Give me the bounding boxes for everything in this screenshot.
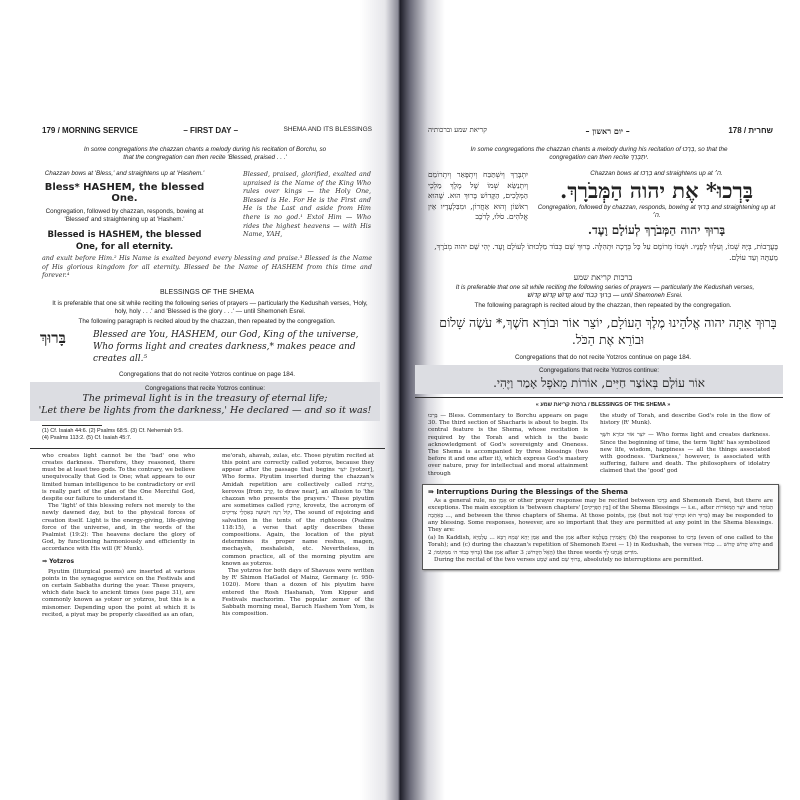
day-label: – יום ראשון –: [585, 126, 630, 136]
footnote: (1) Cf. Isaiah 44:6. (2) Psalms 68:5. (3) Cf. Nehemiah 9:5.: [42, 427, 183, 434]
right-page: [400, 0, 800, 800]
box-title-text: Interruptions During the Blessings of the Shema: [436, 487, 629, 496]
commentary-column-1: [42, 453, 195, 619]
sit-note: It is preferable that one sit while reciting the following series of prayers — particularly the Kedushah verses, 'Holy, holy, holy . . .' and 'Blessed is the glory . . .' — until Shemoneh Esrei.: [52, 299, 368, 315]
right-upper-flow: [415, 146, 783, 570]
blessing-hebrew: בָּרוּךְ אַתָּה יהוה אֱלֹהֵינוּ מֶלֶךְ הָעוֹלָם, יוֹצֵר אוֹר וּבוֹרֵא חֹשֶׁךְ,* עֹשֶׂה שָׁלוֹם וּבוֹרֵא אֶת הַכֹּל.: [439, 315, 777, 347]
bow-note: Chazzan bows at בָּרְכוּ and straightens up at ה׳.: [590, 170, 723, 177]
interruptions-box: [422, 484, 779, 571]
aloud-note: The following paragraph is recited aloud by the chazzan, then repeated by the congregation.: [474, 302, 732, 309]
response-line: בָּרוּךְ יהוה הַמְּבֹרָךְ לְעוֹלָם וָעֶד.: [587, 223, 726, 237]
commentary-heading: « ברכות קריאת שמע / BLESSINGS OF THE SHEMA »: [535, 402, 671, 408]
yotzros-line-2: 'Let there be lights from the darkness,' He declared — and so it was!: [38, 404, 372, 416]
section-title: ברכות קריאת שמע: [573, 273, 633, 282]
aloud-note: The following paragraph is recited aloud by the chazzan, then repeated by the congregation.: [78, 317, 336, 325]
no-yotzros-note: Congregations that do not recite Yotzros continue on page 184.: [118, 370, 296, 378]
commentary-column-2: [222, 453, 374, 619]
footnote-rule: [42, 425, 102, 426]
running-header: [428, 126, 773, 136]
commentary-paragraph: The yotzros for both days of Shavuos were written by R' Shimon HaGadol of Mainz, Germany (c. 950-1020). More than a dozen of his piyutim have entered the Rosh Hashanah, Yom Kippur and Festivals machzorim. The popular zemer of the Sabbath morning meal, Baruch Hashem Yom Yom, is his composition.: [222, 568, 374, 618]
commentary-row: [428, 413, 783, 478]
continuation-text: and exult before Him.² His Name is exalted beyond every blessing and praise.³ Blessed is the Name of His glorious kingdom for all eternity. Blessed be the Name of HASHEM from this time and forever.⁴: [42, 254, 372, 280]
section-label: SHEMA AND ITS BLESSINGS: [283, 126, 372, 133]
box-paragraph: (a) In Kaddish, אָמֵן יְהֵא שְׁמֵהּ רַבָּא ... עָלְמַיָּא and the אָמֵן after דַּאֲמִירָן בְּעָלְמָא; (b) the response to בָּרְכוּ (even of one called to the Torah); and (c) during the chazzan's repetition of Shemoneh Esrei — 1) in Kedushah, the verses קָדוֹשׁ קָדוֹשׁ קָדוֹשׁ ... כְּבוֹדוֹ and בָּרוּךְ כְּבוֹד ה׳ מִמְּקוֹמוֹ; 2) the אָמֵן after הָאֵל הַקָּדוֹשׁ; 3) the three words מוֹדִים אֲנַחְנוּ לָךְ.: [428, 534, 774, 556]
commentary-paragraph: Piyutim (liturgical poems) are inserted at various points in the synagogue service on the Festivals and on certain Sabbaths during the year. These prayers, which date back to ancient times (see page 31), are commonly known as yotzer or yotzros, but this is a misnomer. Depending upon the point at which it is recited, a piyut may be properly classified as an ofan,: [42, 568, 195, 618]
blessing-text: Blessed are You, HASHEM, our God, King of the universe, Who forms light and creates darkness,* makes peace and creates all.⁵: [93, 329, 359, 364]
section-label: קריאת שמע וברכותיה: [428, 126, 487, 134]
congregation-note: Congregation, followed by chazzan, responds, bowing at 'Blessed' and straightening up at 'Hashem.': [45, 208, 204, 223]
baruch-hebrew: בָּרוּךְ: [40, 328, 66, 347]
bless-line: Bless* HASHEM, the blessed One.: [44, 182, 205, 204]
barchu-line: בָּרְכוּ* אֶת יהוה הַמְּבֹרָךְ.: [560, 178, 753, 203]
box-paragraph: During the recital of the two verses שְׁמַע and בָּרוּךְ שֵׁם, absolutely no interruptions are permitted.: [434, 557, 704, 564]
side-hebrew: יִתְבָּרַךְ וְיִשְׁתַּבַּח וְיִתְפָּאַר וְיִתְרוֹמַם וְיִתְנַשֵּׂא שְׁמוֹ שֶׁל מֶלֶךְ מַלְכֵי הַמְּלָכִים, הַקָּדוֹשׁ בָּרוּךְ הוּא. שֶׁהוּא רִאשׁוֹן וְהוּא אַחֲרוֹן, וּמִבַּלְעָדָיו אֵין אֱלֹהִים. סֹלּוּ, לָרֹכֵב: [428, 170, 528, 221]
left-upper-flow: [30, 146, 380, 619]
congregation-note: Congregation, followed by chazzan, responds, bowing at בָּרוּךְ and straightening up at ה׳.: [537, 204, 776, 219]
yotzros-box: [30, 382, 380, 421]
barchu-row: [428, 170, 778, 238]
day-label: – FIRST DAY –: [183, 126, 239, 135]
commentary-paragraph: who creates light cannot be the 'bad' one who creates darkness. Therefore, they reasoned, there must be at least two gods. To the contrary, we believe unequivocally that God is One; what appears to our limited human intelligence to be contradictory or evil is really part of the plan of the One Merciful God, despite our failure to understand it.: [42, 452, 195, 502]
page-number: 178 / שחרית: [728, 126, 773, 135]
commentary-paragraph: יוֹצֵר אוֹר וּבוֹרֵא חֹשֶׁךְ — Who forms light and creates darkness. Since the beginning of time, the term 'light' has symbolized new life, wisdom, happiness — all the things associated with goodness. 'Darkness,' however, is associated with suffering, failure and death. The philosophers of idolatry claimed that the 'good' god: [600, 432, 770, 475]
sit-note: It is preferable that one sit while reciting the following series of prayers — particularly the Kedushah verses, קָדוֹשׁ קָדוֹשׁ קָדוֹשׁ and בָּרוּךְ כְּבוֹד — until Shemoneh Esrei.: [455, 284, 755, 299]
yotzros-hebrew: אוֹר עוֹלָם בְּאוֹצַר חַיִּים, אוֹרוֹת מֵאֹפֶל אָמַר וַיֶּהִי.: [493, 376, 705, 390]
yotzros-line-1: The primeval light is in the treasury of eternal life;: [82, 392, 328, 404]
barchu-block: [535, 170, 778, 238]
running-header: [42, 126, 372, 135]
blessing-row: [40, 329, 372, 365]
footnote: (4) Psalms 113:2. (5) Cf. Isaiah 45:7.: [42, 434, 132, 441]
yotzros-note: Congregations that recite Yotzros continue:: [538, 367, 660, 374]
continuation-hebrew: בָּעֲרָבוֹת, בְּיָהּ שְׁמוֹ, וְעִלְזוּ לְפָנָיו. וּשְׁמוֹ מְרוֹמָם עַל כָּל בְּרָכָה וּתְהִלָּה. בָּרוּךְ שֵׁם כְּבוֹד מַלְכוּתוֹ לְעוֹלָם וָעֶד. יְהִי שֵׁם יהוה מְבֹרָךְ, מֵעַתָּה וְעַד עוֹלָם.: [434, 242, 778, 262]
borchu-block: [42, 170, 207, 253]
borchu-row: [42, 170, 372, 253]
divider: [415, 397, 783, 398]
box-paragraph: As a general rule, no אָמֵן or other prayer response may be recited between בָּרְכוּ and Shemoneh Esrei, but there are exceptions. The main exception is 'between chapters' [בֵּין הַפְּרָקִים] of the Shema Blessings — i.e., after יוֹצֵר הַמְּאוֹרוֹת and הַבּוֹחֵר ... בְּאַהֲבָה, and between the three chapters of Shema. At those points, אָמֵן (but not בָּרוּךְ הוּא וּבָרוּךְ שְׁמוֹ) may be responded to any blessing. Some responses, however, are so important that they are permitted at any point in the Shema blessings. They are:: [428, 497, 773, 534]
yotzros-box: [415, 365, 783, 394]
section-title: BLESSINGS OF THE SHEMA: [159, 288, 254, 296]
box-title: ⇛ Interruptions During the Blessings of the Shema: [428, 487, 629, 496]
page-number: 179 / MORNING SERVICE: [42, 126, 138, 135]
side-text: Blessed, praised, glorified, exalted and upraised is the Name of the King Who rules over kings — the Holy One, Blessed is He. For He is the First and He is the Last and aside from Him there is no god.¹ Extol Him — Who rides the highest heavens — with His Name, YAH,: [243, 170, 371, 239]
yotzros-note: Congregations that recite Yotzros continue:: [144, 384, 266, 392]
response-line: Blessed is HASHEM, the blessed One, for all eternity.: [47, 230, 202, 252]
intro-note: In some congregations the chazzan chants a melody during his recitation of Borchu, so that the congregation can then recite 'Blessed, praised . . .': [83, 146, 327, 161]
commentary-paragraph: me'orah, ahavah, zulas, etc. Those piyutim recited at this point are correctly called yotzros, because they appear after the passage that begins יוֹצֵר [yotzer], Who forms. Piyutim inserted during the chazzan's Amidah repetition are collectively called קְרוֹבוֹת, kerovos [from קָרַב, to draw near], an allusion to 'the chazzan who presents the prayers.' These piyutim are sometimes called קְרוּבַץ, krovetz, the acronym of קוֹל רִנָּה וִישׁוּעָה בְּאָהֳלֵי צַדִּיקִים, The sound of rejoicing and salvation in the tents of the righteous (Psalms 118:15), a verse that aptly describes these compositions. Again, the location of the piyut determines its proper name reshus, magen, mechayeh, meshaleish, etc. Nevertheless, in common practice, all of the morning piyutim are known as yotzros.: [222, 452, 374, 567]
footnotes: [42, 428, 380, 442]
yotzros-heading-text: Yotzros: [49, 557, 75, 565]
commentary-paragraph: The 'light' of this blessing refers not merely to the newly dawned day, but to the physical forces of creation itself. Light is the energy-giving, life-giving force of the universe, and, in the words of the Psalmist (19:2): The heavens declare the glory of God, by functioning harmoniously and efficiently in accordance with His will (R' Munk).: [42, 503, 195, 553]
bow-note: Chazzan bows at 'Bless,' and straightens up at 'Hashem.': [44, 170, 205, 177]
commentary-column-2: [600, 413, 770, 476]
commentary-column-1: בָּרְכוּ — Bless. Commentary to Borchu appears on page 30. The third section of Shacharis is about to begin. Its central feature is the Shema, whose recitation is required by the Torah and which is the basic acknowledgment of God's sovereignty and Oneness. The Shema is accompanied by three blessings (two before it and one after it), which express God's mastery over nature, pray for intellectual and moral attainment through: [428, 413, 588, 477]
commentary-row: [42, 453, 380, 619]
commentary-paragraph: the study of Torah, and describe God's role in the flow of history (R' Munk).: [600, 413, 770, 427]
divider: [30, 448, 385, 449]
yotzros-heading: ⇛ Yotzros: [42, 557, 75, 565]
no-yotzros-note: Congregations that do not recite Yotzros continue on page 184.: [514, 354, 692, 361]
intro-note: In some congregations the chazzan chants a melody during his recitation of בָּרְכוּ, so that the congregation can then recite יִתְבָּרַךְ.: [470, 146, 728, 161]
